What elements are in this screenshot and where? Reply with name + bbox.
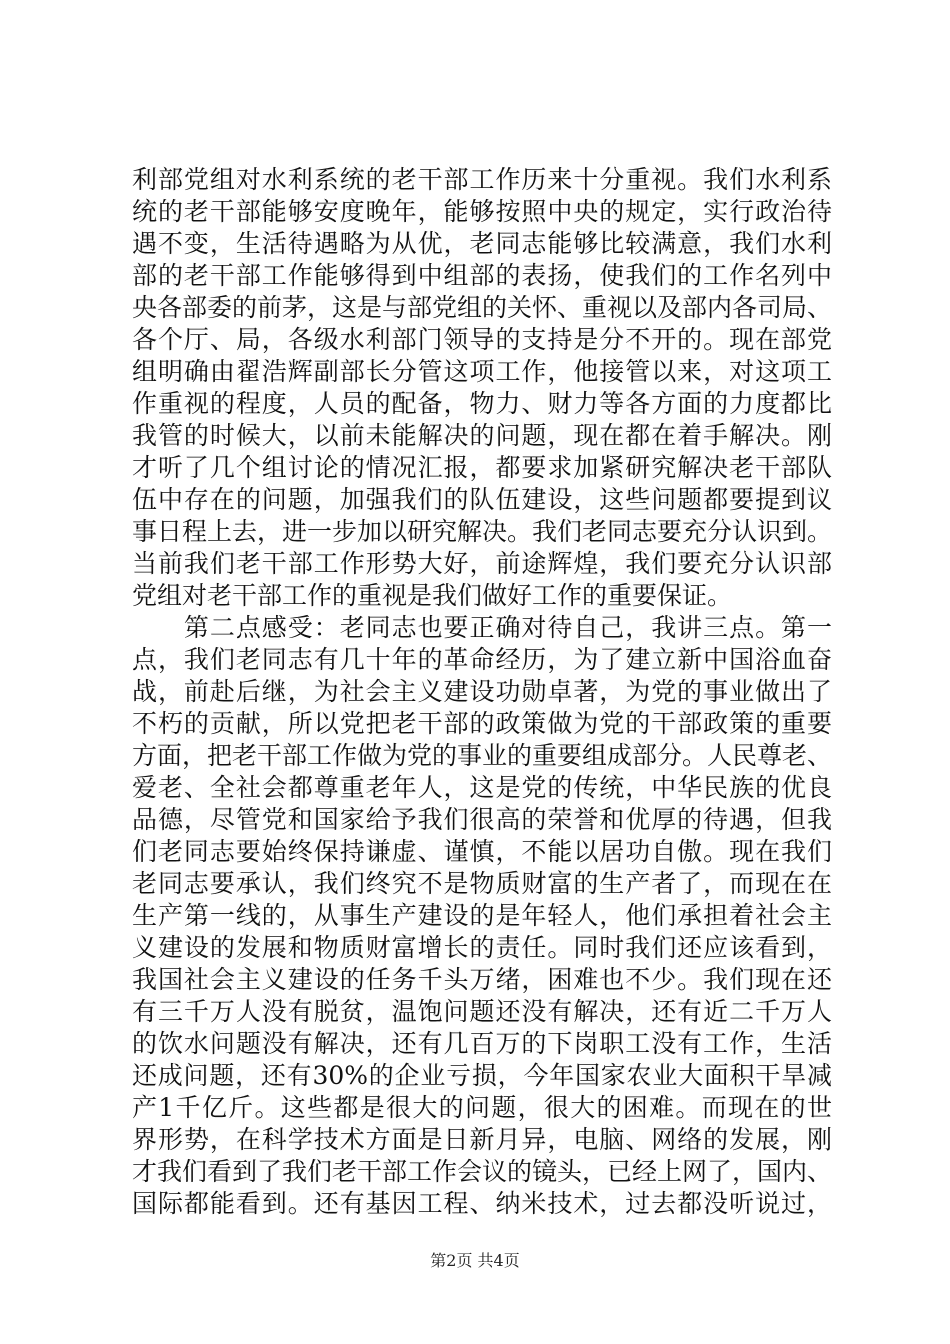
text-line: 我国社会主义建设的任务千头万绪，困难也不少。我们现在还: [132, 965, 832, 994]
text-line: 第二点感受：老同志也要正确对待自己，我讲三点。第一: [132, 613, 832, 642]
text-line: 品德，尽管党和国家给予我们很高的荣誉和优厚的待遇，但我: [132, 805, 832, 834]
text-line: 老同志要承认，我们终究不是物质财富的生产者了，而现在在: [132, 869, 832, 898]
text-line: 的饮水问题没有解决，还有几百万的下岗职工没有工作，生活: [132, 1029, 832, 1058]
text-line: 方面，把老干部工作做为党的事业的重要组成部分。人民尊老、: [132, 741, 833, 770]
text-line: 界形势，在科学技术方面是日新月异，电脑、网络的发展，刚: [132, 1125, 832, 1154]
text-line: 生产第一线的，从事生产建设的是年轻人，他们承担着社会主: [132, 901, 832, 930]
text-line: 才我们看到了我们老干部工作会议的镜头，已经上网了，国内、: [132, 1157, 833, 1186]
text-line: 部的老干部工作能够得到中组部的表扬，使我们的工作名列中: [132, 261, 832, 290]
text-line: 义建设的发展和物质财富增长的责任。同时我们还应该看到，: [132, 933, 832, 962]
text-line: 组明确由翟浩辉副部长分管这项工作，他接管以来，对这项工: [132, 357, 832, 386]
text-line: 还成问题，还有30%的企业亏损，今年国家农业大面积干旱减: [132, 1061, 832, 1090]
text-line: 不朽的贡献，所以党把老干部的政策做为党的干部政策的重要: [132, 709, 832, 738]
text-line: 爱老、全社会都尊重老年人，这是党的传统，中华民族的优良: [132, 773, 832, 802]
text-line: 们老同志要始终保持谦虚、谨慎，不能以居功自傲。现在我们: [132, 837, 832, 866]
text-line: 伍中存在的问题，加强我们的队伍建设，这些问题都要提到议: [132, 485, 832, 514]
text-line: 战，前赴后继，为社会主义建设功勋卓著，为党的事业做出了: [132, 677, 832, 706]
text-line: 点，我们老同志有几十年的革命经历，为了建立新中国浴血奋: [132, 645, 832, 674]
text-line: 产1千亿斤。这些都是很大的问题，很大的困难。而现在的世: [132, 1093, 832, 1122]
text-line: 事日程上去，进一步加以研究解决。我们老同志要充分认识到。: [132, 517, 833, 546]
text-line: 作重视的程度，人员的配备，物力、财力等各方面的力度都比: [132, 389, 832, 418]
text-line: 才听了几个组讨论的情况汇报，都要求加紧研究解决老干部队: [132, 453, 832, 482]
text-line: 有三千万人没有脱贫，温饱问题还没有解决，还有近二千万人: [132, 997, 832, 1026]
text-line: 统的老干部能够安度晚年，能够按照中央的规定，实行政治待: [132, 197, 832, 226]
page-number-footer: 第2页 共4页: [430, 1251, 520, 1270]
text-line: 遇不变，生活待遇略为从优，老同志能够比较满意，我们水利: [132, 229, 832, 258]
text-line: 国际都能看到。还有基因工程、纳米技术，过去都没听说过，: [132, 1189, 832, 1218]
text-line: 利部党组对水利系统的老干部工作历来十分重视。我们水利系: [132, 165, 832, 194]
text-line: 当前我们老干部工作形势大好，前途辉煌，我们要充分认识部: [132, 549, 832, 578]
body-text: [132, 164, 832, 1220]
text-line: 我管的时候大，以前未能解决的问题，现在都在着手解决。刚: [132, 421, 832, 450]
text-line: 各个厅、局，各级水利部门领导的支持是分不开的。现在部党: [132, 325, 832, 354]
text-line: 央各部委的前茅，这是与部党组的关怀、重视以及部内各司局、: [132, 293, 833, 322]
text-line: 党组对老干部工作的重视是我们做好工作的重要保证。: [132, 581, 733, 610]
